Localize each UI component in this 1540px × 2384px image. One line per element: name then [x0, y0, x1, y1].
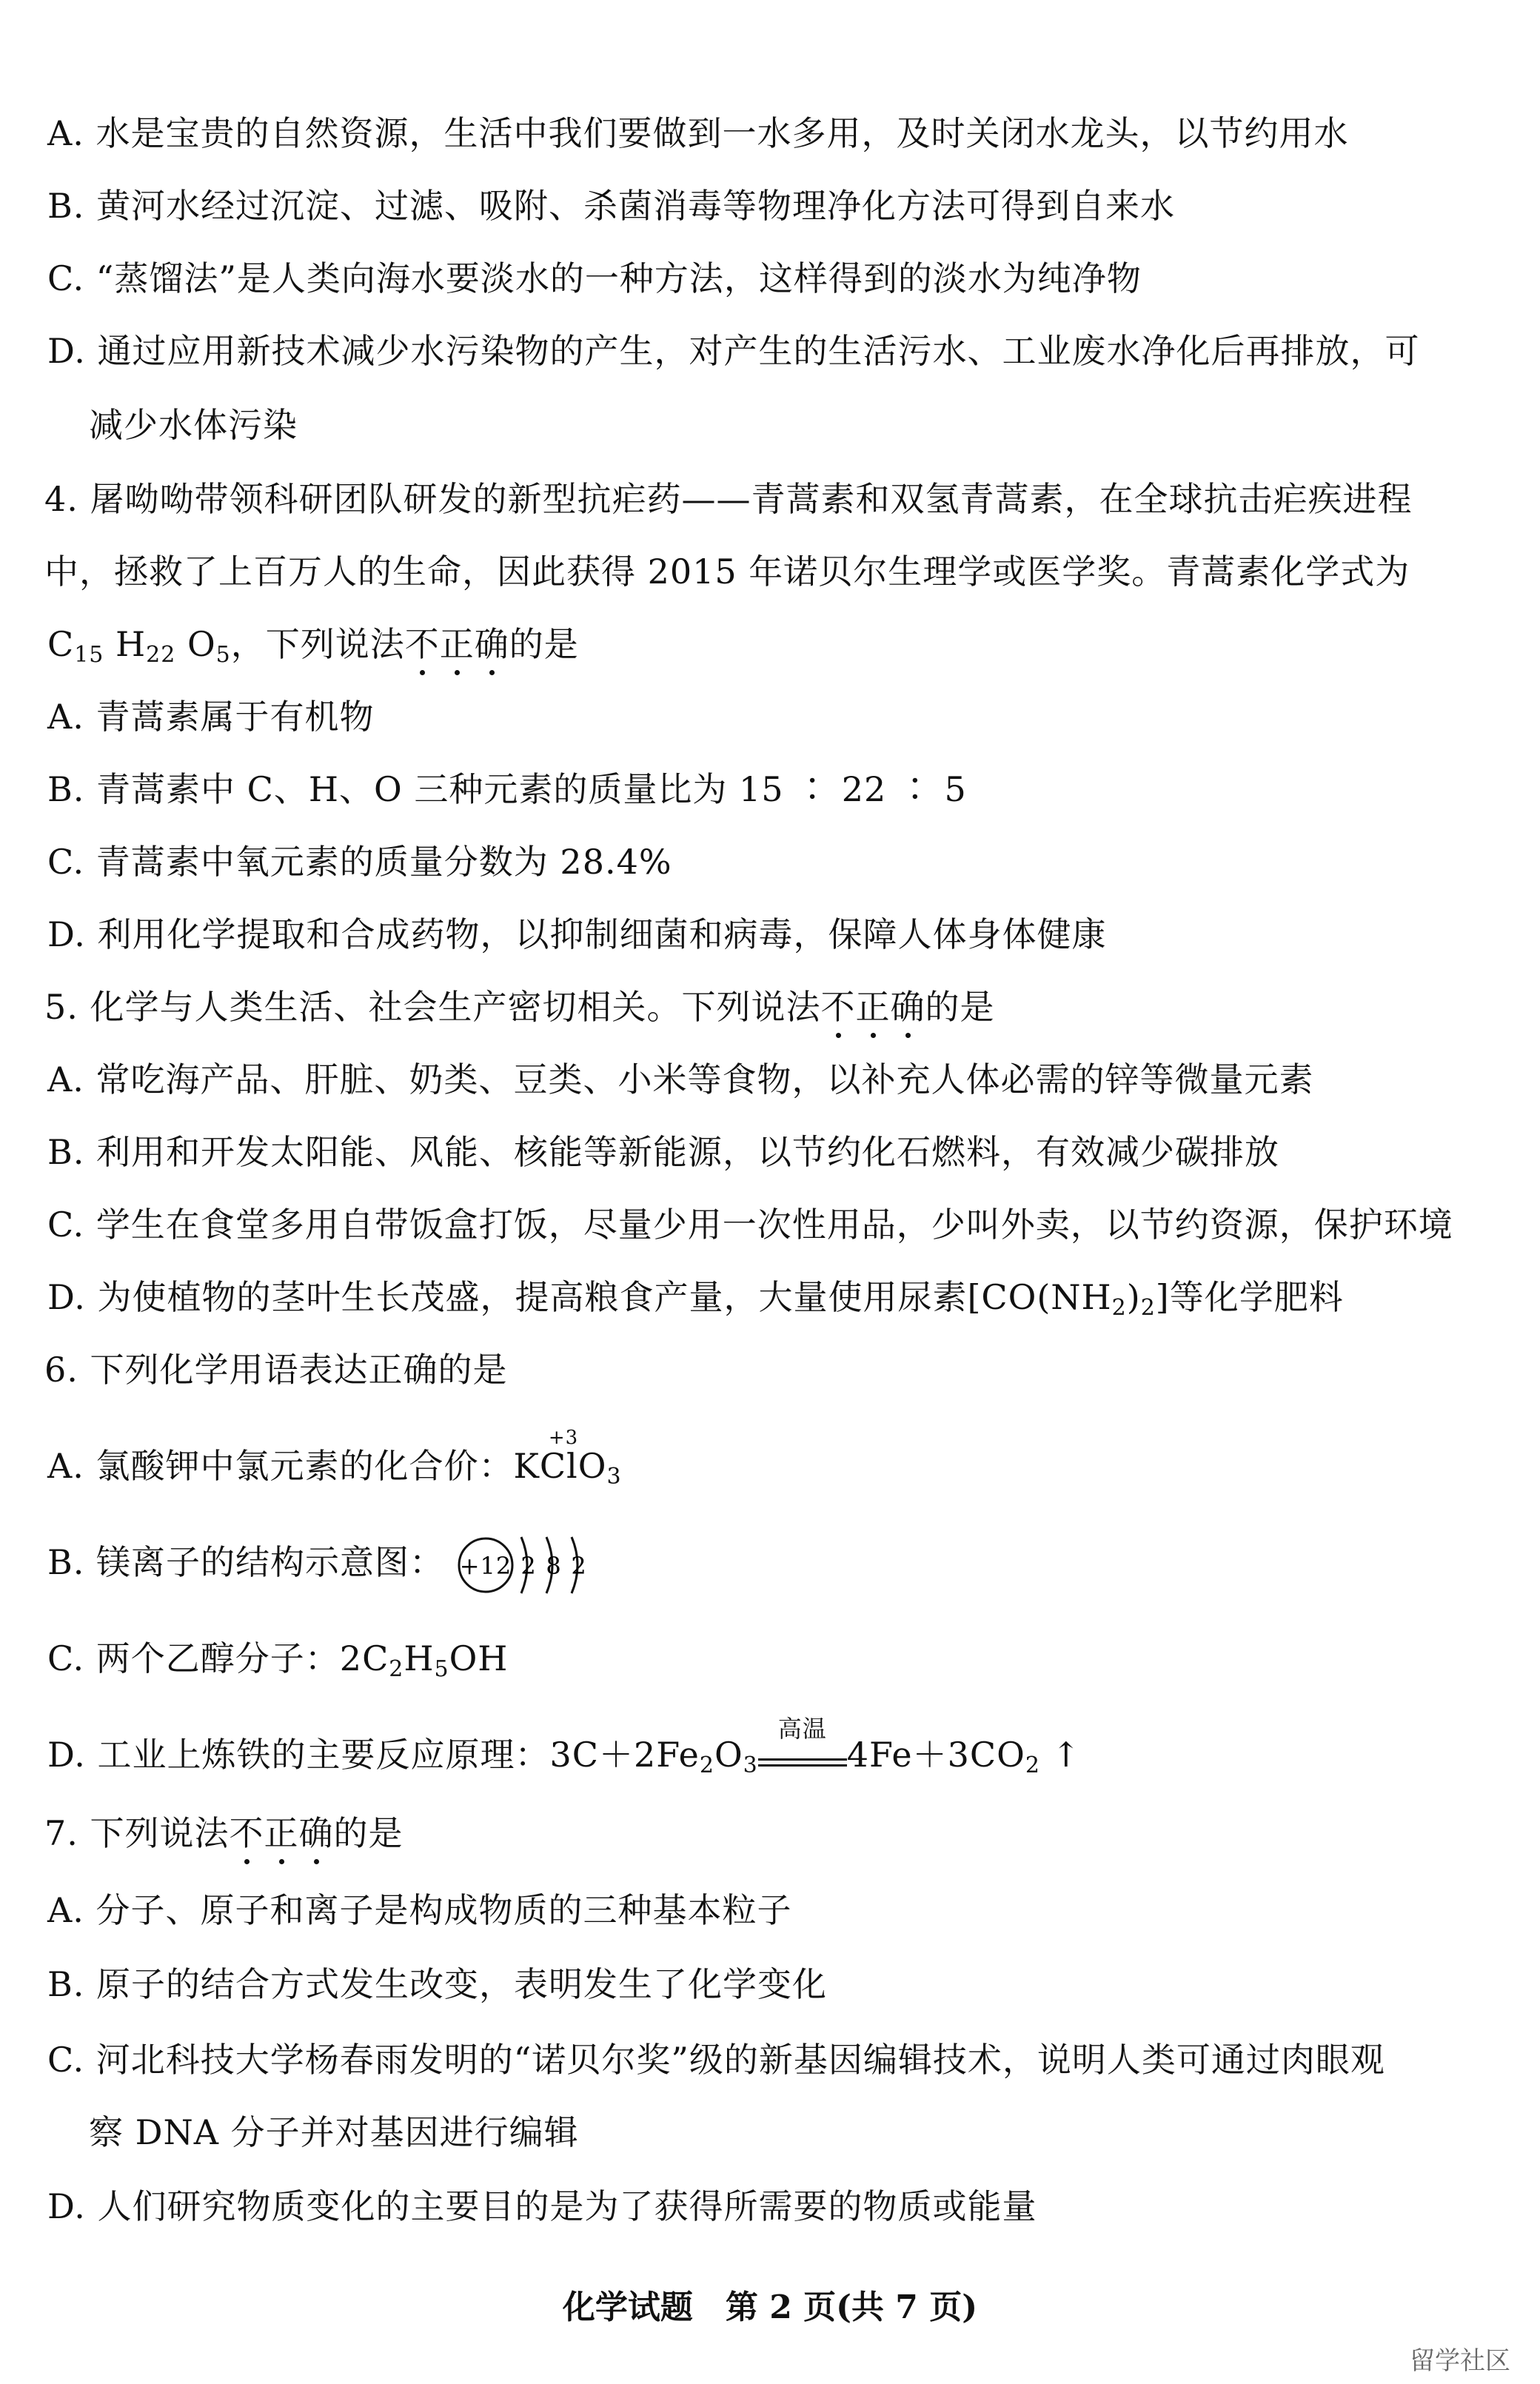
q6-option-c: C. 两个乙醇分子：$2C_2H_5OH$ — [47, 1638, 509, 1682]
emphasis-dot-char: 正 — [264, 1811, 299, 1855]
emphasis-dot-char: 正 — [440, 622, 475, 666]
q4-stem-line3: $C_{15}$ $H_{22}$ $O_5$，下列说法不正确的是 — [47, 622, 1496, 677]
q4-option-a: A. 青蒿素属于有机物 — [47, 697, 375, 737]
formula-h: H — [116, 624, 147, 664]
formula-o: O — [187, 624, 216, 664]
q4-stem-line1: 4. 屠呦呦带领科研团队研发的新型抗疟药——青蒿素和双氢青蒿素，在全球抗击疟疾进程 — [44, 479, 1413, 519]
q4-stem-line2: 中，拯救了上百万人的生命，因此获得 2015 年诺贝尔生理学或医学奖。青蒿素化学式为 — [44, 552, 1410, 592]
emphasis-not-correct — [405, 624, 509, 664]
emphasis-dot-char: 不 — [821, 985, 856, 1029]
shell-2-count: 8 — [546, 1552, 562, 1580]
q7-option-c-line1: C. 河北科技大学杨春雨发明的“诺贝尔奖”级的新基因编辑技术，说明人类可通过肉眼观 — [47, 2040, 1385, 2080]
page-footer: 化学试题 第 2 页(共 7 页) — [562, 2288, 978, 2326]
q7-option-b: B. 原子的结合方式发生改变，表明发生了化学变化 — [47, 1964, 828, 2004]
q4-option-c: C. 青蒿素中氧元素的质量分数为 28.4% — [47, 842, 672, 882]
q3-option-d-line1: D. 通过应用新技术减少水污染物的产生，对产生的生活污水、工业废水净化后再排放，可 — [47, 331, 1420, 371]
magnesium-ion-diagram — [456, 1543, 612, 1587]
emphasis-dot-char: 确 — [299, 1811, 334, 1855]
condition-high-temp: 高温 — [777, 1715, 827, 1743]
shell-3-count: 2 — [571, 1552, 587, 1580]
formula-k: K — [513, 1446, 540, 1486]
watermark-logo: 留学社区 — [1410, 2346, 1510, 2376]
q6-stem: 6. 下列化学用语表达正确的是 — [44, 1350, 508, 1390]
q3-option-b: B. 黄河水经过沉淀、过滤、吸附、杀菌消毒等物理净化方法可得到自来水 — [47, 186, 1176, 226]
q3-option-c: C. “蒸馏法”是人类向海水要淡水的一种方法，这样得到的淡水为纯净物 — [47, 258, 1142, 298]
reaction-condition-equals — [758, 1715, 847, 1767]
q5-stem: 5. 化学与人类生活、社会生产密切相关。下列说法不正确的是 — [44, 985, 1496, 1029]
emphasis-dot-char: 确 — [891, 985, 925, 1029]
q7-stem: 7. 下列说法不正确的是 — [44, 1811, 1496, 1855]
formula-c: C — [47, 624, 75, 664]
emphasis-dot-char: 不 — [230, 1811, 264, 1855]
q6-option-a: A. 氯酸钾中氯元素的化合价：K +3 ClO$_3$ — [47, 1444, 1496, 1499]
q3-option-d-line2: 减少水体污染 — [89, 405, 298, 445]
q5-option-c: C. 学生在食堂多用自带饭盒打饭，尽量少用一次性用品，少叫外卖，以节约资源，保护环境 — [47, 1205, 1453, 1245]
q3-option-a: A. 水是宝贵的自然资源，生活中我们要做到一水多用，及时关闭水龙头，以节约用水 — [47, 113, 1349, 153]
q7-option-d: D. 人们研究物质变化的主要目的是为了获得所需要的物质或能量 — [47, 2186, 1037, 2226]
q6-option-d: D. 工业上炼铁的主要反应原理：$3C+2Fe_2O_3$ 高温 $4Fe+3CO_2$ ↑ — [47, 1732, 1496, 1788]
q7-option-c-line2: 察 DNA 分子并对基因进行编辑 — [89, 2112, 579, 2152]
gas-arrow: ↑ — [1040, 1735, 1082, 1775]
q4-option-b: B. 青蒿素中 C、H、O 三种元素的质量比为 15 ∶ 22 ∶ 5 — [47, 769, 967, 809]
q7-option-a: A. 分子、原子和离子是构成物质的三种基本粒子 — [47, 1890, 792, 1930]
q5-option-a: A. 常吃海产品、肝脏、奶类、豆类、小米等食物，以补充人体必需的锌等微量元素 — [47, 1059, 1314, 1099]
q4-option-d: D. 利用化学提取和合成药物，以抑制细菌和病毒，保障人体身体健康 — [47, 914, 1107, 954]
emphasis-not-correct — [821, 987, 925, 1027]
emphasis-dot-char: 正 — [856, 985, 891, 1029]
q5-option-d: D. 为使植物的茎叶生长茂盛，提高粮食产量，大量使用尿素$[CO(NH_2)_2]$等化学肥料 — [47, 1277, 1344, 1321]
q6-option-b: B. 镁离子的结构示意图： +12 2 8 2 — [47, 1540, 1496, 1587]
emphasis-not-correct — [230, 1813, 334, 1853]
nucleus-charge: +12 — [459, 1552, 512, 1580]
q5-option-b: B. 利用和开发太阳能、风能、核能等新能源，以节约化石燃料，有效减少碳排放 — [47, 1132, 1280, 1172]
shell-1-count: 2 — [520, 1552, 537, 1580]
ion-structure-svg — [456, 1521, 612, 1610]
emphasis-dot-char: 确 — [475, 622, 509, 666]
emphasis-dot-char: 不 — [405, 622, 440, 666]
valence-cl: +3 Cl — [540, 1444, 578, 1488]
double-line — [758, 1758, 847, 1767]
valence-mark: +3 — [548, 1427, 579, 1449]
